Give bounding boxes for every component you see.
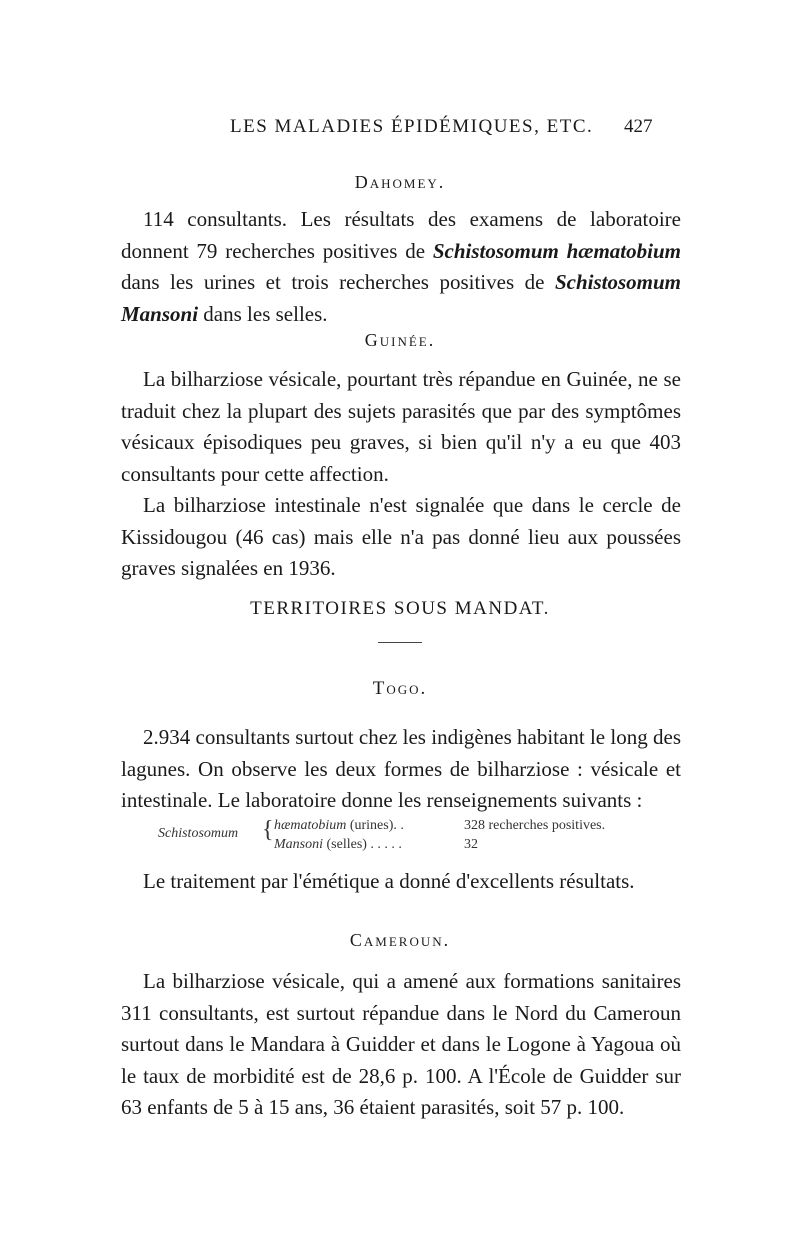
section-divider	[378, 642, 422, 643]
section-heading-togo: Togo.	[372, 678, 428, 699]
paragraph-dahomey	[121, 204, 681, 330]
table-result: 32	[464, 837, 478, 852]
section-heading-territoires: TERRITOIRES SOUS MANDAT.	[250, 598, 550, 619]
paragraph-guinee-1: La bilharziose vésicale, pourtant très répandue en Guinée, ne se traduit chez la plupart des sujets parasités que par des symptômes vésicaux épisodiques peu graves, si bien qu'il n'y a eu que 403 consultants pour cette affection.	[121, 367, 681, 486]
table-detail: (urines). .	[346, 818, 404, 833]
paragraph-guinee-2: La bilharziose intestinale n'est signalée que dans le cercle de Kissidougou (46 cas) mais elle n'a pas donné lieu aux poussées graves signalées en 1936.	[121, 493, 681, 580]
paragraph-block-guinee	[121, 364, 681, 585]
table-row	[274, 837, 478, 853]
togo-conclusion-text: Le traitement par l'émétique a donné d'excellents résultats.	[143, 869, 635, 893]
table-detail: (selles) . . . . .	[323, 837, 402, 852]
table-row	[274, 818, 606, 834]
dahomey-species-1: Schistosomum hæmatobium	[432, 238, 681, 263]
table-species: hæmatobium	[274, 818, 347, 833]
paragraph-cameroun-text: La bilharziose vésicale, qui a amené aux formations sanitaires 311 consultants, est surtout répandue dans le Nord du Cameroun surtout dans le Mandara à Guidder et dans le Logone à Yagoua où le taux de morbidité est de 28,6 p. 100. A l'École de Guidder sur 63 enfants de 5 à 15 ans, 36 étaient parasités, soit 57 p. 100.	[121, 969, 681, 1119]
brace-glyph: {	[262, 817, 274, 843]
section-heading-cameroun: Cameroun.	[349, 930, 451, 950]
paragraph-togo-text: 2.934 consultants surtout chez les indigènes habitant le long des lagunes. On observe les deux formes de bilharziose : vésicale et intestinale. Le laboratoire donne les renseignements suivants :	[121, 725, 681, 812]
dahomey-text-3: dans les selles.	[198, 301, 328, 326]
table-species: Mansoni	[274, 837, 323, 852]
paragraph-cameroun	[121, 966, 681, 1124]
dahomey-text-2: dans les urines et trois recherches positives de	[121, 270, 555, 294]
paragraph-togo-conclusion	[121, 866, 681, 898]
section-heading-dahomey: Dahomey.	[354, 172, 446, 192]
table-genus: Schistosomum	[158, 826, 239, 841]
page-number: 427	[624, 116, 653, 137]
section-heading-guinee: Guinée.	[364, 330, 436, 350]
running-title: LES MALADIES ÉPIDÉMIQUES, ETC.	[230, 116, 594, 137]
table-result: 328 recherches positives.	[464, 818, 606, 833]
dahomey-species-2: Schistosomum Mansoni	[121, 270, 681, 326]
dahomey-text-1: 114 consultants. Les résultats des examens de laboratoire donnent 79 recherches positives de	[121, 207, 681, 263]
paragraph-togo	[121, 722, 681, 817]
